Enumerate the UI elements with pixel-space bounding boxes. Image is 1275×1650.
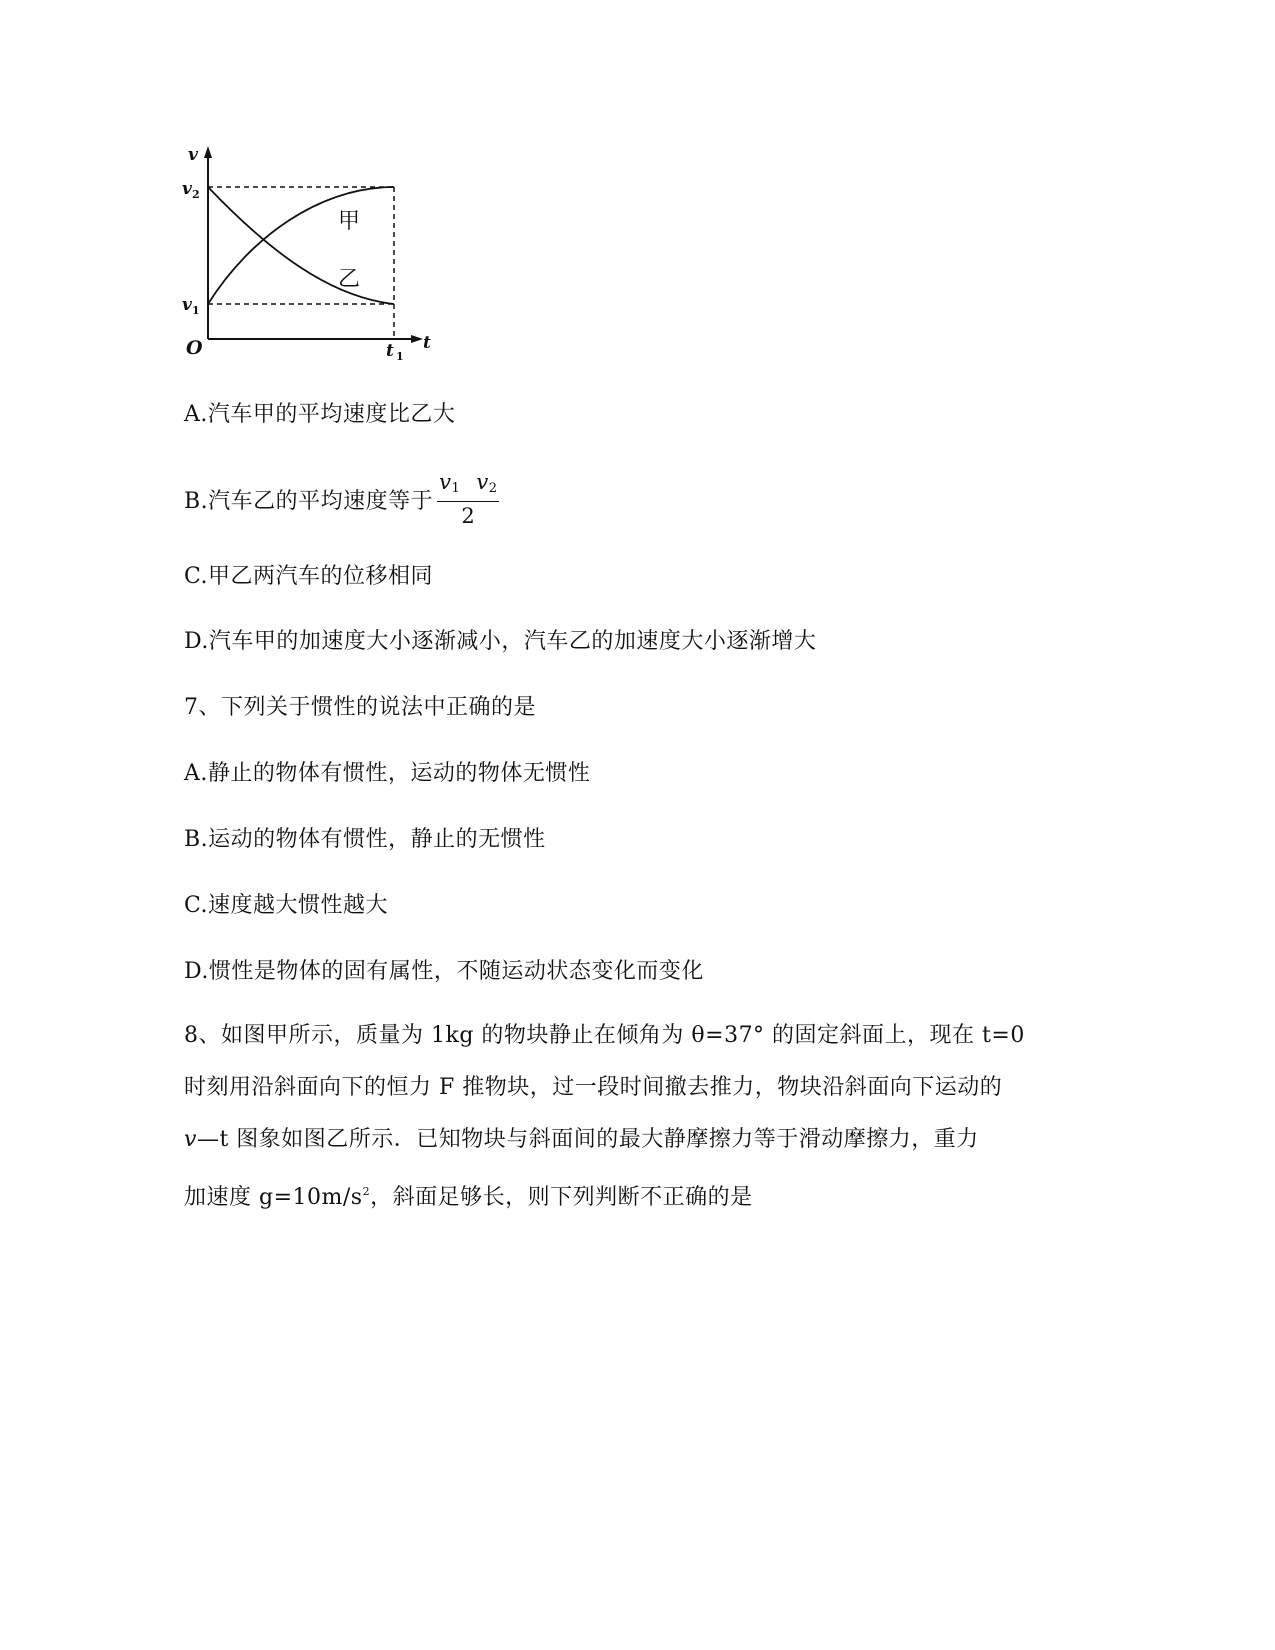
v-t-graph — [180, 142, 450, 382]
x-axis-label: t — [423, 333, 431, 353]
q7-option-c: C.速度越大惯性越大 — [184, 893, 389, 918]
curve-yi-label: 乙 — [338, 267, 361, 292]
v2-subscript: 2 — [192, 188, 200, 201]
curve-yi — [208, 187, 394, 304]
q8-superscript: 2 — [362, 1185, 371, 1198]
q8-line-2: 时刻用沿斜面向下的恒力 F 推物块，过一段时间撤去推力，物块沿斜面向下运动的 — [184, 1075, 1003, 1100]
q8-stem — [184, 1010, 1064, 1218]
q8-line-1: 8、如图甲所示，质量为 1kg 的物块静止在倾角为 θ=37° 的固定斜面上，现在 t=0 — [184, 1023, 1025, 1048]
q7-option-b: B.运动的物体有惯性，静止的无惯性 — [184, 827, 546, 852]
q8-line-3 — [184, 1114, 1064, 1166]
v1-label: v — [182, 295, 192, 315]
y-axis-label: v — [188, 145, 198, 165]
fraction-sub1: 1 — [451, 481, 461, 496]
curve-jia-label: 甲 — [338, 209, 361, 234]
fraction-v1-v2-over-2 — [437, 470, 499, 530]
fraction-v2: v — [476, 470, 489, 494]
q6-option-b — [184, 472, 499, 532]
q8-line-4-text-b: ，斜面足够长，则下列判断不正确的是 — [370, 1185, 753, 1210]
q8-line-4 — [184, 1166, 1064, 1218]
q7-stem: 7、下列关于惯性的说法中正确的是 — [184, 695, 536, 720]
y-axis-arrow-icon — [204, 146, 212, 158]
q7-option-a: A.静止的物体有惯性，运动的物体无惯性 — [184, 761, 591, 786]
v-t-graph-svg — [180, 142, 450, 382]
v1-subscript: 1 — [192, 304, 200, 317]
t1-subscript: 1 — [396, 350, 404, 363]
q8-v-symbol: v — [184, 1127, 197, 1152]
origin-label: O — [186, 337, 203, 359]
q6-option-d: D.汽车甲的加速度大小逐渐减小，汽车乙的加速度大小逐渐增大 — [184, 629, 817, 654]
fraction-numerator — [437, 470, 499, 502]
q8-line-3-text: —t 图象如图乙所示．已知物块与斜面间的最大静摩擦力等于滑动摩擦力，重力 — [196, 1127, 979, 1152]
curve-jia — [208, 187, 394, 304]
t1-label: t — [386, 341, 394, 361]
q7-option-d: D.惯性是物体的固有属性，不随运动状态变化而变化 — [184, 959, 704, 984]
v2-label: v — [182, 179, 192, 199]
fraction-v1: v — [439, 470, 452, 494]
q6-option-a: A.汽车甲的平均速度比乙大 — [184, 402, 456, 427]
q6-option-b-text: B.汽车乙的平均速度等于 — [184, 489, 434, 514]
x-axis-arrow-icon — [411, 335, 423, 343]
q6-option-c: C.甲乙两汽车的位移相同 — [184, 564, 434, 589]
fraction-denominator: 2 — [461, 504, 476, 528]
q8-line-4-text-a: 加速度 g=10m/s — [184, 1185, 363, 1210]
fraction-sub2: 2 — [488, 481, 498, 496]
